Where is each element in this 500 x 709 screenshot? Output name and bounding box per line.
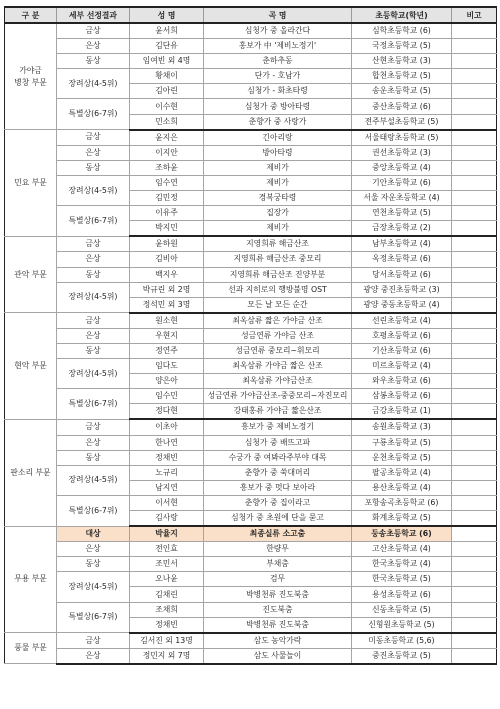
award-cell: 동상 xyxy=(57,343,130,358)
school-cell: 한국초등학교 (4) xyxy=(352,557,452,572)
award-cell: 특별상(6-7위) xyxy=(57,495,130,526)
school-cell: 국정초등학교 (5) xyxy=(352,39,452,54)
name-cell: 김채린 xyxy=(130,587,204,602)
note-cell xyxy=(452,511,497,527)
header-note: 비고 xyxy=(452,7,497,23)
note-cell xyxy=(452,404,497,420)
table-row xyxy=(5,450,497,465)
note-cell xyxy=(452,206,497,221)
note-cell xyxy=(452,648,497,664)
results-table xyxy=(4,6,497,665)
table-row xyxy=(5,160,497,175)
school-cell: 송운초등학교 (5) xyxy=(352,84,452,99)
award-cell: 금상 xyxy=(57,23,130,39)
school-cell: 송원초등학교 (3) xyxy=(352,419,452,435)
school-cell: 호평초등학교 (6) xyxy=(352,328,452,343)
school-cell: 신형원초등학교 (5) xyxy=(352,617,452,633)
name-cell: 김비아 xyxy=(130,252,204,267)
header-school: 초등학교(학년) xyxy=(352,7,452,23)
award-cell: 동상 xyxy=(57,54,130,69)
award-cell: 은상 xyxy=(57,542,130,557)
name-cell: 우현지 xyxy=(130,328,204,343)
note-cell xyxy=(452,557,497,572)
note-cell xyxy=(452,343,497,358)
table-row xyxy=(5,389,497,404)
name-cell: 원소현 xyxy=(130,313,204,329)
table-row xyxy=(5,435,497,450)
note-cell xyxy=(452,450,497,465)
note-cell xyxy=(452,359,497,374)
award-cell: 장려상(4-5위) xyxy=(57,175,130,205)
piece-cell: 모든 날 모든 순간 xyxy=(204,297,352,313)
table-row xyxy=(5,267,497,282)
table-row xyxy=(5,39,497,54)
piece-cell: 박병천류 진도북춤 xyxy=(204,587,352,602)
award-cell: 장려상(4-5위) xyxy=(57,465,130,495)
note-cell xyxy=(452,587,497,602)
name-cell: 조민서 xyxy=(130,557,204,572)
header-piece: 곡 명 xyxy=(204,7,352,23)
name-cell: 이서현 xyxy=(130,495,204,510)
award-cell: 동상 xyxy=(57,267,130,282)
school-cell: 삼봉초등학교 (6) xyxy=(352,389,452,404)
note-cell xyxy=(452,419,497,435)
school-cell: 기산초등학교 (6) xyxy=(352,343,452,358)
piece-cell: 춘향가 중 사랑가 xyxy=(204,114,352,130)
note-cell xyxy=(452,465,497,480)
school-cell: 와우초등학교 (6) xyxy=(352,374,452,389)
note-cell xyxy=(452,297,497,313)
name-cell: 임수연 xyxy=(130,175,204,190)
table-row xyxy=(5,633,497,649)
note-cell xyxy=(452,328,497,343)
school-cell: 산현초등학교 (3) xyxy=(352,54,452,69)
award-cell: 특별상(6-7위) xyxy=(57,99,130,130)
table-row xyxy=(5,328,497,343)
table-row xyxy=(5,343,497,358)
table-row xyxy=(5,130,497,146)
note-cell xyxy=(452,313,497,329)
piece-cell: 선과 지히로의 행방불명 OST xyxy=(204,282,352,297)
school-cell: 남부초등학교 (4) xyxy=(352,236,452,252)
piece-cell: 최종실류 소고춤 xyxy=(204,526,352,542)
note-cell xyxy=(452,130,497,146)
school-cell: 한국초등학교 (5) xyxy=(352,572,452,587)
division-cell: 판소리 부문 xyxy=(5,419,57,526)
note-cell xyxy=(452,114,497,130)
table-row xyxy=(5,465,497,480)
name-cell: 박율지 xyxy=(130,526,204,542)
name-cell: 이초아 xyxy=(130,419,204,435)
piece-cell: 제비가 xyxy=(204,175,352,190)
name-cell: 임수민 xyxy=(130,389,204,404)
piece-cell: 흥보가 중 제비노정기 xyxy=(204,419,352,435)
piece-cell: 삼도 사물놀이 xyxy=(204,648,352,664)
school-cell: 선린초등학교 (4) xyxy=(352,313,452,329)
school-cell: 기안초등학교 (6) xyxy=(352,175,452,190)
division-cell: 현악 부문 xyxy=(5,313,57,420)
award-cell: 장려상(4-5위) xyxy=(57,282,130,313)
note-cell xyxy=(452,221,497,237)
name-cell: 윤서희 xyxy=(130,23,204,39)
table-row xyxy=(5,175,497,190)
note-cell xyxy=(452,495,497,510)
piece-cell: 심청가 중 배뜨고파 xyxy=(204,435,352,450)
piece-cell: 춘하추동 xyxy=(204,54,352,69)
name-cell: 백지우 xyxy=(130,267,204,282)
award-cell: 금상 xyxy=(57,130,130,146)
school-cell: 고산초등학교 (4) xyxy=(352,542,452,557)
name-cell: 전인효 xyxy=(130,542,204,557)
school-cell: 중앙초등학교 (4) xyxy=(352,160,452,175)
award-cell: 은상 xyxy=(57,39,130,54)
name-cell: 정연주 xyxy=(130,343,204,358)
award-cell: 장려상(4-5위) xyxy=(57,69,130,99)
award-cell: 장려상(4-5위) xyxy=(57,359,130,389)
name-cell: 정다현 xyxy=(130,404,204,420)
award-cell: 동상 xyxy=(57,160,130,175)
school-cell: 신동초등학교 (5) xyxy=(352,602,452,617)
school-cell: 화계초등학교 (5) xyxy=(352,511,452,527)
table-row xyxy=(5,23,497,39)
piece-cell: 부채춤 xyxy=(204,557,352,572)
name-cell: 김아린 xyxy=(130,84,204,99)
piece-cell: 진도북춤 xyxy=(204,602,352,617)
piece-cell: 홍보가 中 '제비노정기' xyxy=(204,39,352,54)
award-cell: 동상 xyxy=(57,557,130,572)
piece-cell: 단가 - 호남가 xyxy=(204,69,352,84)
school-cell: 광양 중동초등학교 (4) xyxy=(352,297,452,313)
table-row xyxy=(5,69,497,84)
name-cell: 조채희 xyxy=(130,602,204,617)
school-cell: 연천초등학교 (5) xyxy=(352,206,452,221)
award-cell: 대상 xyxy=(57,526,130,542)
table-row xyxy=(5,282,497,297)
award-cell: 특별상(6-7위) xyxy=(57,602,130,633)
division-cell: 풍물 부문 xyxy=(5,633,57,664)
piece-cell: 경복궁타령 xyxy=(204,191,352,206)
school-cell: 용성초등학교 (6) xyxy=(352,587,452,602)
piece-cell: 박병천류 진도북춤 xyxy=(204,617,352,633)
school-cell: 중진초등학교 (5) xyxy=(352,648,452,664)
table-row xyxy=(5,313,497,329)
school-cell: 중산초등학교 (6) xyxy=(352,99,452,114)
header-name: 성 명 xyxy=(130,7,204,23)
piece-cell: 최옥삼류 가야금산조 xyxy=(204,374,352,389)
piece-cell: 강태홍류 가야금 짧은산조 xyxy=(204,404,352,420)
piece-cell: 긴아리랑 xyxy=(204,130,352,146)
school-cell: 금장초등학교 (2) xyxy=(352,221,452,237)
school-cell: 옥정초등학교 (6) xyxy=(352,252,452,267)
table-row xyxy=(5,495,497,510)
piece-cell: 심청가 중 방아타령 xyxy=(204,99,352,114)
piece-cell: 지영희류 해금산조 중모리 xyxy=(204,252,352,267)
note-cell xyxy=(452,39,497,54)
table-row xyxy=(5,572,497,587)
table-row xyxy=(5,145,497,160)
piece-cell: 심청가 중 올라간다 xyxy=(204,23,352,39)
note-cell xyxy=(452,69,497,84)
note-cell xyxy=(452,602,497,617)
school-cell: 서울태랑초등학교 (5) xyxy=(352,130,452,146)
note-cell xyxy=(452,99,497,114)
division-cell: 무용 부문 xyxy=(5,526,57,633)
name-cell: 노규리 xyxy=(130,465,204,480)
award-cell: 은상 xyxy=(57,435,130,450)
school-cell: 둥송초등학교 (6) xyxy=(352,526,452,542)
piece-cell: 최옥삼류 짧은 가야금 산조 xyxy=(204,313,352,329)
award-cell: 금상 xyxy=(57,419,130,435)
school-cell: 광양 중진초등학교 (3) xyxy=(352,282,452,297)
name-cell: 조하윤 xyxy=(130,160,204,175)
name-cell: 이수현 xyxy=(130,99,204,114)
name-cell: 이지안 xyxy=(130,145,204,160)
table-row xyxy=(5,542,497,557)
piece-cell: 춘향가 중 쑥대머리 xyxy=(204,465,352,480)
piece-cell: 지영희류 해금산조 xyxy=(204,236,352,252)
piece-cell: 집장가 xyxy=(204,206,352,221)
name-cell: 정채빈 xyxy=(130,617,204,633)
name-cell: 윤지은 xyxy=(130,130,204,146)
table-row xyxy=(5,602,497,617)
piece-cell: 지영희류 해금산조 진양부분 xyxy=(204,267,352,282)
school-cell: 미르초등학교 (4) xyxy=(352,359,452,374)
name-cell: 오나윤 xyxy=(130,572,204,587)
piece-cell: 성금연류 중모리~휘모리 xyxy=(204,343,352,358)
school-cell: 서울 자운초등학교 (4) xyxy=(352,191,452,206)
table-row xyxy=(5,419,497,435)
results-body xyxy=(5,23,497,664)
division-cell: 관악 부문 xyxy=(5,236,57,312)
name-cell: 김단유 xyxy=(130,39,204,54)
header-row xyxy=(5,7,497,23)
note-cell xyxy=(452,526,497,542)
note-cell xyxy=(452,191,497,206)
table-row xyxy=(5,648,497,664)
note-cell xyxy=(452,633,497,649)
name-cell: 정채빈 xyxy=(130,450,204,465)
header-division: 구 분 xyxy=(5,7,57,23)
school-cell: 용산초등학교 (4) xyxy=(352,480,452,495)
award-cell: 특별상(6-7위) xyxy=(57,389,130,420)
table-row xyxy=(5,99,497,114)
piece-cell: 제비가 xyxy=(204,221,352,237)
school-cell: 구룡초등학교 (5) xyxy=(352,435,452,450)
name-cell: 김민정 xyxy=(130,191,204,206)
name-cell: 박규린 외 2명 xyxy=(130,282,204,297)
name-cell: 정민지 외 7명 xyxy=(130,648,204,664)
school-cell: 당서초등학교 (6) xyxy=(352,267,452,282)
note-cell xyxy=(452,617,497,633)
note-cell xyxy=(452,236,497,252)
table-row xyxy=(5,236,497,252)
name-cell: 임다도 xyxy=(130,359,204,374)
note-cell xyxy=(452,267,497,282)
note-cell xyxy=(452,23,497,39)
award-cell: 은상 xyxy=(57,145,130,160)
name-cell: 정석민 외 3명 xyxy=(130,297,204,313)
name-cell: 김사랑 xyxy=(130,511,204,527)
note-cell xyxy=(452,480,497,495)
table-row xyxy=(5,54,497,69)
school-cell: 권선초등학교 (3) xyxy=(352,145,452,160)
name-cell: 한나연 xyxy=(130,435,204,450)
piece-cell: 심청가 - 화초타령 xyxy=(204,84,352,99)
note-cell xyxy=(452,389,497,404)
name-cell: 윤하원 xyxy=(130,236,204,252)
school-cell: 팔공초등학교 (4) xyxy=(352,465,452,480)
school-cell: 미동초등학교 (5,6) xyxy=(352,633,452,649)
note-cell xyxy=(452,282,497,297)
note-cell xyxy=(452,160,497,175)
piece-cell: 검무 xyxy=(204,572,352,587)
table-row xyxy=(5,252,497,267)
name-cell: 임여빈 외 4명 xyxy=(130,54,204,69)
table-row xyxy=(5,557,497,572)
piece-cell: 최옥삼류 가야금 짧은 산조 xyxy=(204,359,352,374)
piece-cell: 성금연류 가야금산조-중중모리~자진모리 xyxy=(204,389,352,404)
division-cell: 가야금 병창 부문 xyxy=(5,23,57,130)
piece-cell: 삼도 농악가락 xyxy=(204,633,352,649)
note-cell xyxy=(452,572,497,587)
school-cell: 포항송곡초등학교 (6) xyxy=(352,495,452,510)
award-cell: 금상 xyxy=(57,313,130,329)
piece-cell: 춘향가 중 집이라고 xyxy=(204,495,352,510)
note-cell xyxy=(452,252,497,267)
name-cell: 황채이 xyxy=(130,69,204,84)
school-cell: 운천초등학교 (5) xyxy=(352,450,452,465)
piece-cell: 수궁가 중 여봐라주부야 대목 xyxy=(204,450,352,465)
table-row xyxy=(5,526,497,542)
award-cell: 동상 xyxy=(57,450,130,465)
piece-cell: 흥보가 중 멋다 보아라 xyxy=(204,480,352,495)
school-cell: 전주부설초등학교 (5) xyxy=(352,114,452,130)
name-cell: 이유주 xyxy=(130,206,204,221)
table-row xyxy=(5,359,497,374)
note-cell xyxy=(452,374,497,389)
name-cell: 김서진 외 13명 xyxy=(130,633,204,649)
note-cell xyxy=(452,435,497,450)
piece-cell: 심청가 중 초원에 단을 묻고 xyxy=(204,511,352,527)
piece-cell: 방아타령 xyxy=(204,145,352,160)
piece-cell: 제비가 xyxy=(204,160,352,175)
award-cell: 특별상(6-7위) xyxy=(57,206,130,237)
name-cell: 민소희 xyxy=(130,114,204,130)
school-cell: 합천초등학교 (5) xyxy=(352,69,452,84)
division-cell: 민요 부문 xyxy=(5,130,57,237)
award-cell: 금상 xyxy=(57,633,130,649)
note-cell xyxy=(452,542,497,557)
award-cell: 금상 xyxy=(57,236,130,252)
name-cell: 남지연 xyxy=(130,480,204,495)
piece-cell: 성금연류 가야금 산조 xyxy=(204,328,352,343)
note-cell xyxy=(452,54,497,69)
note-cell xyxy=(452,145,497,160)
award-cell: 장려상(4-5위) xyxy=(57,572,130,602)
school-cell: 금강초등학교 (1) xyxy=(352,404,452,420)
school-cell: 심학초등학교 (6) xyxy=(352,23,452,39)
award-cell: 은상 xyxy=(57,648,130,664)
award-cell: 은상 xyxy=(57,328,130,343)
piece-cell: 한량무 xyxy=(204,542,352,557)
name-cell: 박지민 xyxy=(130,221,204,237)
table-row xyxy=(5,206,497,221)
note-cell xyxy=(452,84,497,99)
name-cell: 양은아 xyxy=(130,374,204,389)
header-award-detail: 세부 선정결과 xyxy=(57,7,130,23)
note-cell xyxy=(452,175,497,190)
award-cell: 은상 xyxy=(57,252,130,267)
